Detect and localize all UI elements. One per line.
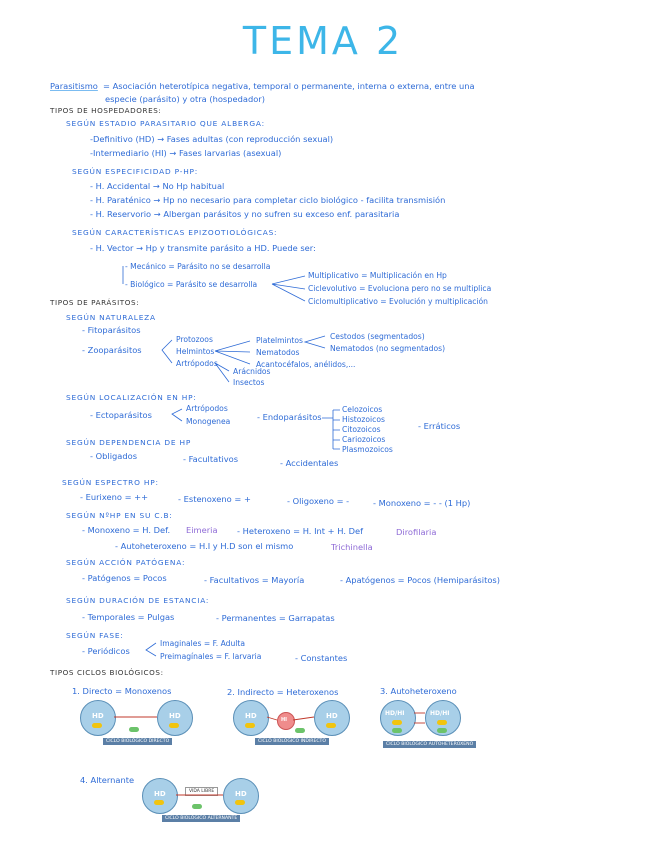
par-section-localizacion: SEGÚN LOCALIZACIÓN EN HP: <box>66 393 197 402</box>
hosp-intermediario: -Intermediario (HI) → Fases larvarias (asexual) <box>90 148 282 158</box>
fase-preimaginales: Preimagínales = F. larvaria <box>160 652 262 661</box>
cycle2-hi: HI <box>281 717 288 723</box>
hosp-section-epizootiologicas: SEGÚN CARACTERÍSTICAS EPIZOOTIOLÓGICAS: <box>72 228 278 237</box>
cycle4-hd-a: HD <box>154 790 166 798</box>
parasitismo-def-line2: especie (parásito) y otra (hospedador) <box>105 94 265 104</box>
esp-estenoxeno: - Estenoxeno = + <box>178 494 251 504</box>
hosp-section-especificidad: SEGÚN ESPECIFICIDAD P-HP: <box>72 167 199 176</box>
cycle2-hd: HD <box>245 712 257 720</box>
cycle4-hd-b: HD <box>235 790 247 798</box>
nhp-monoxeno-example: Eimeria <box>186 525 218 535</box>
endo-celozoicos: Celozoicos <box>342 405 383 414</box>
ecto-artropodos: Artrópodos <box>186 404 228 413</box>
cycle3-hdhi-b: HD/HI <box>430 710 450 717</box>
nhp-heteroxeno-example: Dirofilaria <box>396 527 437 537</box>
cycle3-hdhi-a: HD/HI <box>385 710 405 717</box>
est-temporales: - Temporales = Pulgas <box>82 612 175 622</box>
dep-accidentales: - Accidentales <box>280 458 339 468</box>
par-section-estancia: SEGÚN DURACIÓN DE ESTANCIA: <box>66 596 210 605</box>
page-title: TEMA 2 <box>242 19 404 63</box>
zoo-artropodos: Artrópodos <box>176 359 218 368</box>
zoo-helmintos: Helmintos <box>176 347 215 356</box>
par-section-patogena: SEGÚN ACCIÓN PATÓGENA: <box>66 558 186 567</box>
hosp-definitivo: -Definitivo (HD) → Fases adultas (con reproducción sexual) <box>90 134 334 144</box>
parasitismo-def-line1: = Asociación heterotípica negativa, temporal o permanente, interna o externa, entre una <box>103 81 475 91</box>
esp-oligoxeno: - Oligoxeno = - <box>287 496 350 506</box>
par-section-fase: SEGÚN FASE: <box>66 631 124 640</box>
ciclo-alternante-label: 4. Alternante <box>80 775 135 785</box>
plat-cestodos: Cestodos (segmentados) <box>330 332 425 341</box>
parasitos-heading: TIPOS DE PARÁSITOS: <box>50 298 140 307</box>
cycle4-tag: CICLO BIOLÓGICO ALTERNANTE <box>162 815 240 822</box>
nhp-heteroxeno: - Heteroxeno = H. Int + H. Def <box>237 526 364 536</box>
par-zooparasitos: - Zooparásitos <box>82 345 142 355</box>
cycle2-hd-b: HD <box>326 712 338 720</box>
cycle1-hd-a: HD <box>92 712 104 720</box>
ecto-monogenea: Monogenea <box>186 417 231 426</box>
dep-obligados: - Obligados <box>90 451 138 461</box>
pat-apatogenos: - Apatógenos = Pocos (Hemiparásitos) <box>340 575 500 585</box>
cycle1-tag: CICLO BIOLÓGICO DIRECTO <box>103 738 172 745</box>
par-endoparasitos: - Endoparásitos <box>257 412 322 422</box>
pat-patogenos: - Patógenos = Pocos <box>82 573 167 583</box>
vector-biologico: - Biológico = Parásito se desarrolla <box>125 280 258 289</box>
art-aracnidos: Arácnidos <box>233 367 271 376</box>
par-fitoparasitos: - Fitoparásitos <box>82 325 141 335</box>
bio-multiplicativo: Multiplicativo = Multiplicación en Hp <box>308 271 447 280</box>
helm-nematodos: Nematodos <box>256 348 300 357</box>
hosp-accidental: - H. Accidental → No Hp habitual <box>90 181 225 191</box>
esp-eurixeno: - Eurixeno = ++ <box>80 492 149 502</box>
ciclo-indirecto-label: 2. Indirecto = Heteroxenos <box>227 687 339 697</box>
cycle1-hd-b: HD <box>169 712 181 720</box>
fase-constantes: - Constantes <box>295 653 348 663</box>
esp-monoxeno: - Monoxeno = - - (1 Hp) <box>373 498 471 508</box>
par-section-dependencia: SEGÚN DEPENDENCIA DE HP <box>66 438 192 447</box>
endo-histozoicos: Histozoicos <box>342 415 385 424</box>
endo-plasmozoicos: Plasmozoicos <box>342 445 393 454</box>
nhp-monoxeno: - Monoxeno = H. Def. <box>82 525 171 535</box>
par-erraticos: - Erráticos <box>418 421 461 431</box>
cycle2-tag: CICLO BIOLÓGICO INDIRECTO <box>255 738 329 745</box>
helm-acantocefalos: Acantocéfalos, anélidos,... <box>256 360 356 369</box>
cycle3-tag: CICLO BIOLÓGICO AUTOHETEROXENO <box>383 741 476 748</box>
bio-ciclomultiplicativo: Ciclomultiplicativo = Evolución y multiplicación <box>308 297 488 306</box>
par-section-espectro: SEGÚN ESPECTRO HP: <box>62 478 159 487</box>
fase-imaginales: Imaginales = F. Adulta <box>160 639 246 648</box>
nhp-autoheteroxeno: - Autoheteroxeno = H.I y H.D son el mismo <box>115 541 294 551</box>
est-permanentes: - Permanentes = Garrapatas <box>216 613 335 623</box>
parasitismo-term: Parasitismo <box>50 81 98 91</box>
ciclo-autoheteroxeno-label: 3. Autoheteroxeno <box>380 686 457 696</box>
zoo-protozoos: Protozoos <box>176 335 213 344</box>
dep-facultativos: - Facultativos <box>183 454 239 464</box>
hosp-paratenico: - H. Paraténico → Hp no necesario para completar ciclo biológico - facilita transmisión <box>90 195 446 205</box>
cycle4-vida-libre: VIDA LIBRE <box>185 787 218 796</box>
bio-ciclevolutivo: Ciclevolutivo = Evoluciona pero no se multiplica <box>308 284 492 293</box>
nhp-autoheteroxeno-example: Trichinella <box>331 542 373 552</box>
endo-citozoicos: Citozoicos <box>342 425 381 434</box>
ciclos-heading: TIPOS CICLOS BIOLÓGICOS: <box>50 668 164 677</box>
ciclo-directo-label: 1. Directo = Monoxenos <box>72 686 172 696</box>
art-insectos: Insectos <box>233 378 265 387</box>
par-section-nhp: SEGÚN NºHP EN SU C.B: <box>66 511 173 520</box>
plat-nematodos: Nematodos (no segmentados) <box>330 344 446 353</box>
vector-mecanico: - Mecánico = Parásito no se desarrolla <box>125 262 271 271</box>
par-ectoparasitos: - Ectoparásitos <box>90 410 152 420</box>
helm-platelmintos: Platelmintos <box>256 336 304 345</box>
hospedadores-heading: TIPOS DE HOSPEDADORES: <box>50 106 162 115</box>
endo-cariozoicos: Cariozoicos <box>342 435 386 444</box>
hosp-vector: - H. Vector → Hp y transmite parásito a HD. Puede ser: <box>90 243 316 253</box>
hosp-reservorio: - H. Reservorio → Albergan parásitos y no sufren su exceso enf. parasitaria <box>90 209 400 219</box>
pat-facultativos: - Facultativos = Mayoría <box>204 575 305 585</box>
par-section-naturaleza: SEGÚN NATURALEZA <box>66 313 156 322</box>
hosp-section-estadio: SEGÚN ESTADIO PARASITARIO QUE ALBERGA: <box>66 119 265 128</box>
fase-periodicos: - Periódicos <box>82 646 130 656</box>
